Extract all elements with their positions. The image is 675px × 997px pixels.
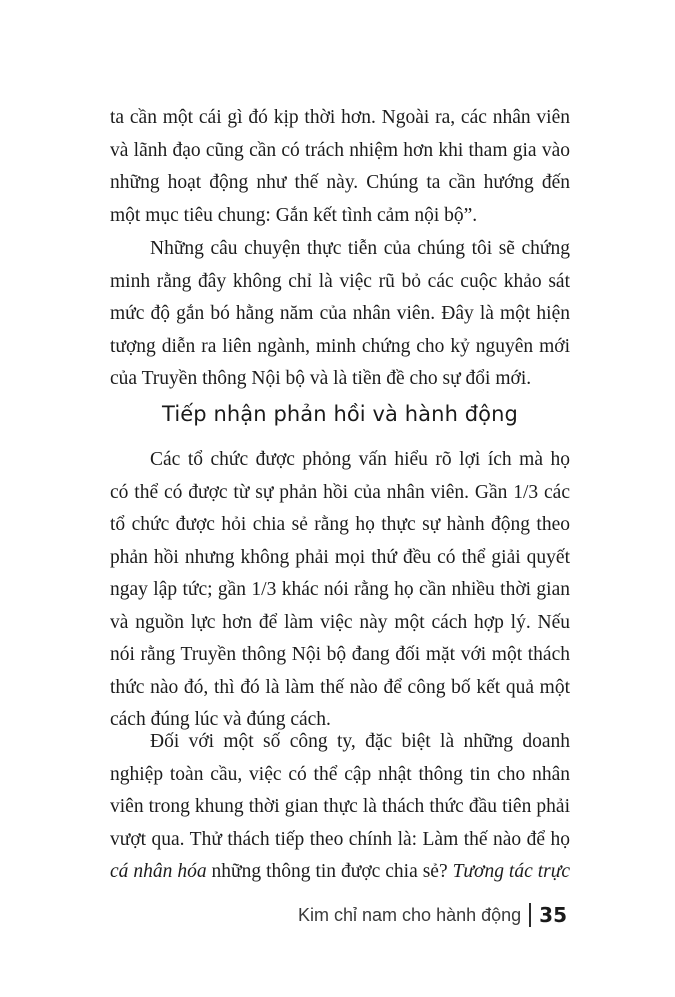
text-line: viên trong khung thời gian thực là thách thức đầu tiên phải — [110, 796, 570, 817]
text-line: Đối với một số công ty, đặc biệt là những doanh — [150, 731, 570, 752]
text-line: minh rằng đây không chỉ là việc rũ bỏ các cuộc khảo sát — [110, 270, 570, 292]
footer-divider — [529, 903, 531, 927]
text-line: nói rằng Truyền thông Nội bộ đang đối mặt với một thách — [110, 644, 570, 665]
paragraph-4 — [110, 726, 570, 889]
italic-phrase: Tương tác trực — [452, 861, 571, 882]
text-line: vượt qua. Thử thách tiếp theo chính là: Làm thế nào để họ — [110, 828, 570, 850]
page-footer — [298, 903, 567, 927]
text-line: và nguồn lực hơn để làm việc này một cách hợp lý. Nếu — [110, 611, 570, 633]
text-line: phản hồi nhưng không phải mọi thứ đều có thể giải quyết — [110, 546, 570, 568]
text-line: của Truyền thông Nội bộ và là tiền đề cho sự đổi mới. — [110, 368, 532, 389]
text-line: một mục tiêu chung: Gắn kết tình cảm nội bộ”. — [110, 204, 478, 226]
italic-phrase: cá nhân hóa — [110, 861, 207, 882]
text-line: ta cần một cái gì đó kịp thời hơn. Ngoài ra, các nhân viên — [110, 107, 570, 128]
section-heading: Tiếp nhận phản hồi và hành động — [162, 402, 518, 426]
text-line: Những câu chuyện thực tiễn của chúng tôi sẽ chứng — [150, 238, 570, 259]
text-line-mixed — [110, 856, 570, 889]
text-line: Các tổ chức được phỏng vấn hiểu rõ lợi ích mà họ — [150, 449, 570, 470]
text-line: những hoạt động như thế này. Chúng ta cần hướng đến — [110, 172, 570, 193]
running-title: Kim chỉ nam cho hành động — [298, 904, 522, 925]
paragraph-3 — [110, 444, 570, 737]
text-line: cách đúng lúc và đúng cách. — [110, 709, 331, 730]
text-line: tổ chức được hỏi chia sẻ rằng họ thực sự hành động theo — [110, 514, 570, 535]
text-line: thức nào đó, thì đó là làm thế nào để công bố kết quả một — [110, 676, 570, 698]
text-line: và lãnh đạo cũng cần có trách nhiệm hơn khi tham gia vào — [110, 139, 570, 161]
text-fragment: những thông tin được chia sẻ? — [206, 861, 453, 882]
text-line: nghiệp toàn cầu, việc có thể cập nhật thông tin cho nhân — [110, 763, 570, 785]
text-line: mức độ gắn bó hằng năm của nhân viên. Đây là một hiện — [110, 303, 570, 324]
paragraph-1 — [110, 102, 570, 232]
page-number: 35 — [539, 903, 567, 927]
text-line: tượng diễn ra liên ngành, minh chứng cho kỷ nguyên mới — [110, 335, 570, 357]
text-line: ngay lập tức; gần 1/3 khác nói rằng họ cần nhiều thời gian — [110, 579, 570, 600]
text-line: có thể có được từ sự phản hồi của nhân viên. Gần 1/3 các — [110, 481, 570, 503]
paragraph-2 — [110, 233, 570, 396]
